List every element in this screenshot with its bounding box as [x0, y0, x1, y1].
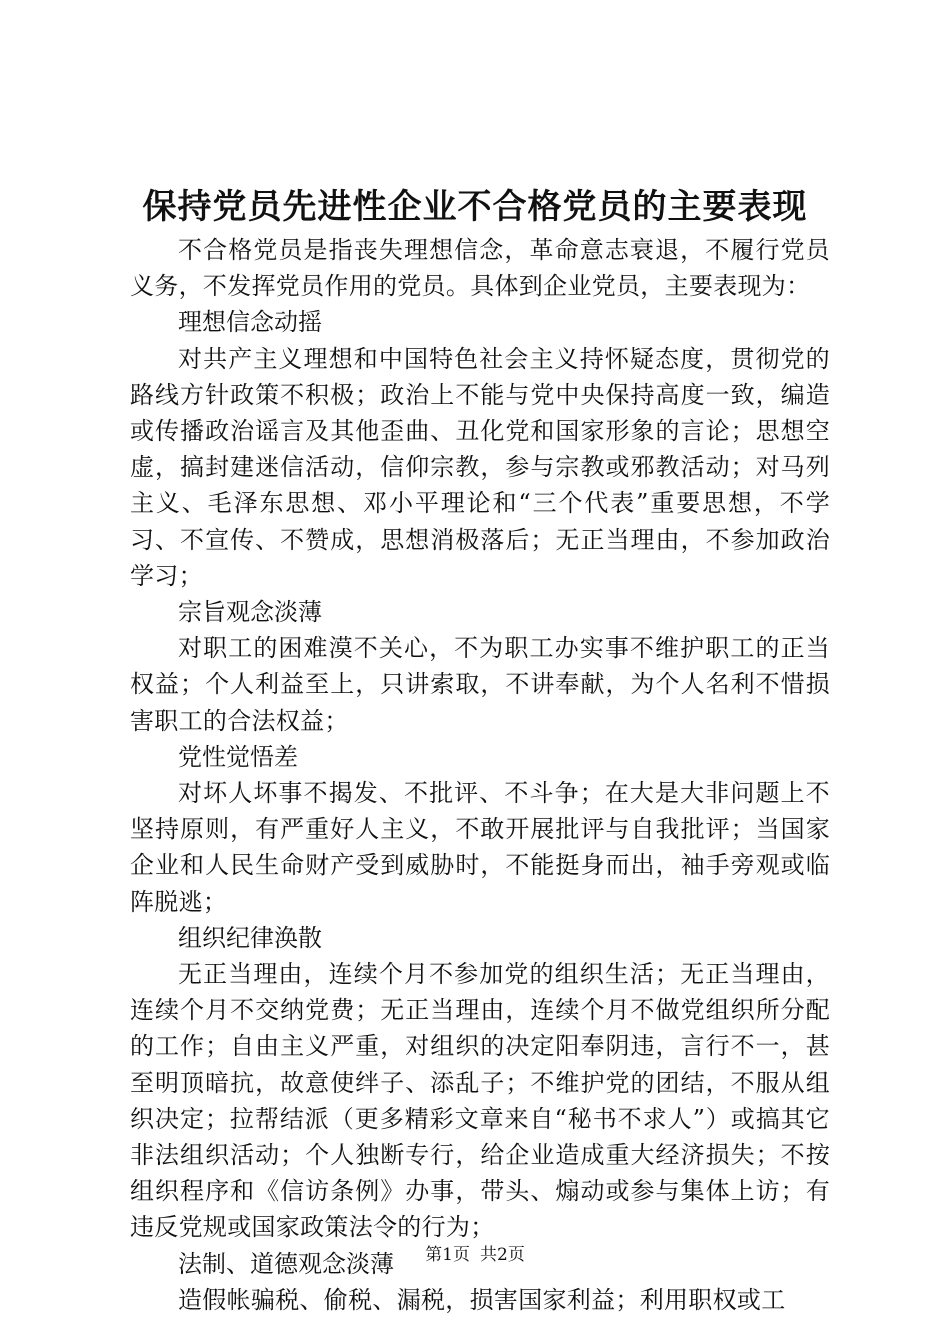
document-title: 保持党员先进性企业不合格党员的主要表现	[142, 187, 808, 227]
document-body	[130, 232, 830, 1318]
section-paragraph-party-spirit: 对坏人坏事不揭发、不批评、不斗争；在大是大非问题上不坚持原则，有严重好人主义，不敢开展批评与自我批评；当国家企业和人民生命财产受到威胁时，不能挺身而出，袖手旁观或临阵脱逃；	[130, 779, 830, 916]
section-paragraph-purpose: 对职工的困难漠不关心，不为职工办实事不维护职工的正当权益；个人利益至上，只讲索取，不讲奉献，为个人名利不惜损害职工的合法权益；	[130, 634, 830, 735]
section-paragraph-law-ethics: 造假帐骗税、偷税、漏税，损害国家利益；利用职权或工	[178, 1285, 786, 1314]
section-heading-party-spirit: 党性觉悟差	[178, 742, 298, 771]
section-heading-purpose: 宗旨观念淡薄	[178, 598, 322, 627]
page-number-current: 第1页	[425, 1245, 470, 1265]
section-heading-discipline: 组织纪律涣散	[178, 923, 322, 952]
section-heading-ideals: 理想信念动摇	[178, 308, 322, 337]
intro-paragraph: 不合格党员是指丧失理想信念，革命意志衰退，不履行党员义务，不发挥党员作用的党员。具体到企业党员，主要表现为：	[130, 236, 830, 301]
section-paragraph-discipline: 无正当理由，连续个月不参加党的组织生活；无正当理由，连续个月不交纳党费；无正当理由，连续个月不做党组织所分配的工作；自由主义严重，对组织的决定阳奉阴违，言行不一，甚至明顶暗抗，故意使绊子、添乱子；不维护党的团结，不服从组织决定；拉帮结派（更多精彩文章来自“秘书不求人”）或搞其它非法组织活动；个人独断专行，给企业造成重大经济损失；不按组织程序和《信访条例》办事，带头、煽动或参与集体上访；有违反党规或国家政策法令的行为；	[130, 960, 830, 1242]
section-paragraph-ideals: 对共产主义理想和中国特色社会主义持怀疑态度，贯彻党的路线方针政策不积极；政治上不能与党中央保持高度一致，编造或传播政治谣言及其他歪曲、丑化党和国家形象的言论；思想空虚，搞封建迷信活动，信仰宗教，参与宗教或邪教活动；对马列主义、毛泽东思想、邓小平理论和“三个代表”重要思想，不学习、不宣传、不赞成，思想消极落后；无正当理由，不参加政治学习；	[130, 344, 830, 590]
page-footer	[0, 1243, 950, 1267]
page-number-total: 共2页	[480, 1245, 525, 1265]
section-heading-law-ethics: 法制、道德观念淡薄	[178, 1249, 394, 1278]
